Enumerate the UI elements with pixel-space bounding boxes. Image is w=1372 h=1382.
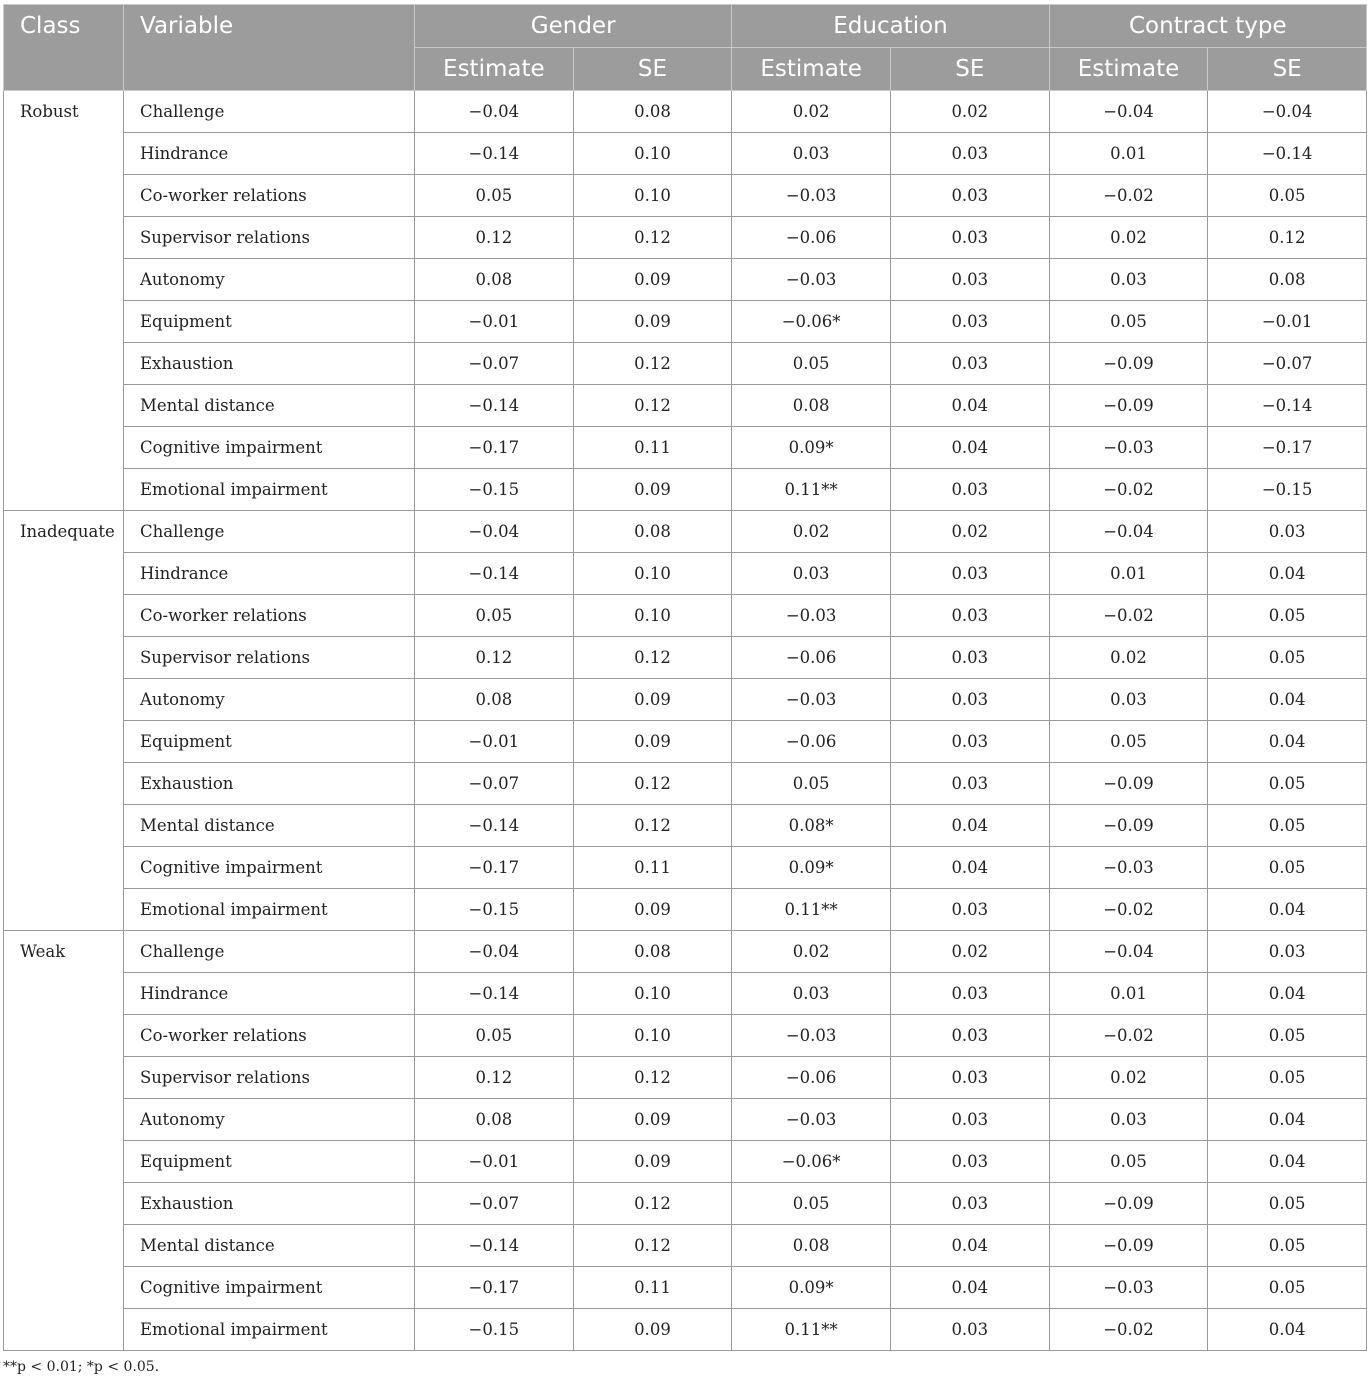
table-row (4, 763, 1367, 805)
value-cell: −0.02 (1049, 1015, 1208, 1057)
value-cell: 0.05 (732, 1183, 891, 1225)
value-cell: 0.09 (573, 889, 732, 931)
table-row (4, 1057, 1367, 1099)
table-row (4, 133, 1367, 175)
value-cell: 0.05 (732, 763, 891, 805)
table-row (4, 301, 1367, 343)
value-cell: 0.05 (1208, 637, 1367, 679)
value-cell: 0.08 (1208, 259, 1367, 301)
value-cell: 0.12 (1208, 217, 1367, 259)
value-cell: 0.11** (732, 469, 891, 511)
table-row (4, 259, 1367, 301)
value-cell: 0.04 (1208, 1141, 1367, 1183)
value-cell: 0.02 (890, 931, 1049, 973)
value-cell: −0.17 (415, 1267, 574, 1309)
table-row (4, 973, 1367, 1015)
value-cell: 0.03 (890, 343, 1049, 385)
value-cell: 0.10 (573, 595, 732, 637)
value-cell: 0.10 (573, 973, 732, 1015)
variable-cell: Cognitive impairment (124, 427, 415, 469)
value-cell: 0.05 (1208, 1267, 1367, 1309)
value-cell: −0.03 (1049, 847, 1208, 889)
value-cell: −0.06 (732, 217, 891, 259)
value-cell: 0.03 (890, 1141, 1049, 1183)
value-cell: −0.07 (415, 763, 574, 805)
subheader-gender-se: SE (573, 48, 732, 91)
value-cell: −0.07 (415, 1183, 574, 1225)
value-cell: −0.14 (415, 133, 574, 175)
value-cell: −0.15 (415, 1309, 574, 1351)
value-cell: 0.11 (573, 427, 732, 469)
value-cell: 0.03 (890, 469, 1049, 511)
value-cell: −0.14 (415, 385, 574, 427)
value-cell: −0.09 (1049, 1183, 1208, 1225)
value-cell: 0.12 (415, 1057, 574, 1099)
value-cell: −0.03 (1049, 1267, 1208, 1309)
variable-cell: Cognitive impairment (124, 847, 415, 889)
value-cell: −0.09 (1049, 805, 1208, 847)
value-cell: 0.04 (1208, 889, 1367, 931)
value-cell: 0.08 (415, 259, 574, 301)
value-cell: −0.04 (415, 511, 574, 553)
value-cell: 0.03 (890, 301, 1049, 343)
value-cell: −0.15 (415, 889, 574, 931)
value-cell: 0.09* (732, 1267, 891, 1309)
value-cell: −0.04 (415, 931, 574, 973)
value-cell: 0.02 (1049, 1057, 1208, 1099)
value-cell: −0.02 (1049, 469, 1208, 511)
value-cell: 0.03 (890, 721, 1049, 763)
value-cell: 0.02 (732, 511, 891, 553)
value-cell: −0.09 (1049, 343, 1208, 385)
value-cell: 0.08 (732, 385, 891, 427)
table-row (4, 1267, 1367, 1309)
table-row (4, 847, 1367, 889)
variable-cell: Exhaustion (124, 343, 415, 385)
table-row (4, 805, 1367, 847)
header-group-education: Education (732, 5, 1049, 48)
header-group-gender: Gender (415, 5, 732, 48)
value-cell: 0.12 (573, 805, 732, 847)
value-cell: 0.05 (1049, 1141, 1208, 1183)
value-cell: 0.03 (890, 595, 1049, 637)
table-row (4, 637, 1367, 679)
value-cell: 0.05 (732, 343, 891, 385)
value-cell: 0.03 (732, 133, 891, 175)
value-cell: 0.05 (1208, 763, 1367, 805)
variable-cell: Cognitive impairment (124, 1267, 415, 1309)
value-cell: 0.03 (890, 175, 1049, 217)
value-cell: −0.01 (415, 721, 574, 763)
value-cell: 0.09* (732, 847, 891, 889)
value-cell: 0.05 (1049, 721, 1208, 763)
subheader-gender-estimate: Estimate (415, 48, 574, 91)
value-cell: 0.03 (890, 217, 1049, 259)
value-cell: 0.03 (732, 973, 891, 1015)
value-cell: 0.04 (890, 805, 1049, 847)
value-cell: 0.05 (415, 595, 574, 637)
value-cell: 0.08 (573, 91, 732, 133)
table-row (4, 679, 1367, 721)
subheader-education-estimate: Estimate (732, 48, 891, 91)
value-cell: −0.02 (1049, 1309, 1208, 1351)
value-cell: 0.04 (1208, 1099, 1367, 1141)
value-cell: 0.05 (1208, 595, 1367, 637)
value-cell: −0.02 (1049, 889, 1208, 931)
variable-cell: Co-worker relations (124, 1015, 415, 1057)
table-footnote: **p < 0.01; *p < 0.05. (3, 1359, 160, 1375)
value-cell: −0.07 (1208, 343, 1367, 385)
value-cell: −0.01 (1208, 301, 1367, 343)
table-row (4, 721, 1367, 763)
table-row (4, 217, 1367, 259)
variable-cell: Hindrance (124, 973, 415, 1015)
class-label: Weak (4, 931, 124, 1351)
variable-cell: Supervisor relations (124, 637, 415, 679)
value-cell: 0.12 (573, 217, 732, 259)
value-cell: −0.02 (1049, 175, 1208, 217)
value-cell: 0.08 (732, 1225, 891, 1267)
value-cell: 0.01 (1049, 133, 1208, 175)
value-cell: 0.03 (890, 1183, 1049, 1225)
value-cell: 0.08 (415, 679, 574, 721)
value-cell: 0.09 (573, 679, 732, 721)
value-cell: −0.02 (1049, 595, 1208, 637)
value-cell: −0.17 (415, 847, 574, 889)
variable-cell: Hindrance (124, 133, 415, 175)
value-cell: −0.14 (415, 1225, 574, 1267)
variable-cell: Supervisor relations (124, 217, 415, 259)
variable-cell: Exhaustion (124, 763, 415, 805)
value-cell: −0.17 (1208, 427, 1367, 469)
value-cell: 0.03 (890, 679, 1049, 721)
value-cell: 0.09 (573, 1141, 732, 1183)
value-cell: 0.03 (890, 637, 1049, 679)
table-row (4, 595, 1367, 637)
value-cell: 0.03 (890, 259, 1049, 301)
value-cell: 0.03 (732, 553, 891, 595)
value-cell: 0.05 (415, 1015, 574, 1057)
variable-cell: Autonomy (124, 259, 415, 301)
value-cell: 0.04 (1208, 1309, 1367, 1351)
value-cell: 0.03 (890, 1057, 1049, 1099)
value-cell: 0.11** (732, 1309, 891, 1351)
table-row (4, 343, 1367, 385)
value-cell: −0.14 (415, 973, 574, 1015)
value-cell: −0.09 (1049, 385, 1208, 427)
value-cell: 0.05 (1208, 805, 1367, 847)
subheader-contract-estimate: Estimate (1049, 48, 1208, 91)
variable-cell: Mental distance (124, 805, 415, 847)
value-cell: 0.12 (415, 217, 574, 259)
value-cell: 0.03 (890, 553, 1049, 595)
value-cell: 0.03 (890, 1309, 1049, 1351)
value-cell: −0.14 (415, 553, 574, 595)
value-cell: 0.08 (573, 511, 732, 553)
value-cell: 0.03 (890, 133, 1049, 175)
value-cell: 0.03 (890, 889, 1049, 931)
table-row (4, 553, 1367, 595)
variable-cell: Exhaustion (124, 1183, 415, 1225)
value-cell: 0.04 (890, 1267, 1049, 1309)
table-row (4, 1099, 1367, 1141)
variable-cell: Equipment (124, 721, 415, 763)
value-cell: −0.14 (1208, 385, 1367, 427)
value-cell: 0.08 (573, 931, 732, 973)
value-cell: 0.12 (573, 637, 732, 679)
variable-cell: Autonomy (124, 679, 415, 721)
table-row (4, 1225, 1367, 1267)
value-cell: 0.02 (1049, 637, 1208, 679)
header-group-contract-type: Contract type (1049, 5, 1366, 48)
variable-cell: Emotional impairment (124, 1309, 415, 1351)
value-cell: 0.12 (573, 1183, 732, 1225)
variable-cell: Co-worker relations (124, 595, 415, 637)
subheader-education-se: SE (890, 48, 1049, 91)
variable-cell: Equipment (124, 1141, 415, 1183)
value-cell: 0.04 (890, 385, 1049, 427)
value-cell: −0.03 (732, 1015, 891, 1057)
variable-cell: Supervisor relations (124, 1057, 415, 1099)
value-cell: 0.09 (573, 1309, 732, 1351)
value-cell: 0.05 (1208, 1057, 1367, 1099)
value-cell: 0.09* (732, 427, 891, 469)
value-cell: 0.04 (1208, 679, 1367, 721)
value-cell: 0.09 (573, 721, 732, 763)
value-cell: 0.01 (1049, 553, 1208, 595)
value-cell: 0.02 (1049, 217, 1208, 259)
value-cell: −0.06 (732, 1057, 891, 1099)
value-cell: 0.05 (1049, 301, 1208, 343)
table-row (4, 91, 1367, 133)
value-cell: 0.04 (1208, 553, 1367, 595)
value-cell: 0.05 (1208, 1015, 1367, 1057)
value-cell: 0.11** (732, 889, 891, 931)
value-cell: 0.04 (890, 1225, 1049, 1267)
table-body (4, 91, 1367, 1351)
value-cell: 0.03 (890, 1015, 1049, 1057)
value-cell: −0.15 (415, 469, 574, 511)
value-cell: 0.12 (573, 1057, 732, 1099)
value-cell: −0.06* (732, 1141, 891, 1183)
value-cell: −0.06* (732, 301, 891, 343)
value-cell: 0.05 (1208, 847, 1367, 889)
value-cell: 0.02 (732, 931, 891, 973)
value-cell: 0.10 (573, 133, 732, 175)
value-cell: 0.01 (1049, 973, 1208, 1015)
value-cell: 0.03 (890, 763, 1049, 805)
value-cell: −0.03 (732, 175, 891, 217)
value-cell: 0.12 (415, 637, 574, 679)
value-cell: 0.05 (415, 175, 574, 217)
variable-cell: Mental distance (124, 1225, 415, 1267)
value-cell: −0.01 (415, 301, 574, 343)
value-cell: −0.03 (1049, 427, 1208, 469)
value-cell: −0.03 (732, 1099, 891, 1141)
variable-cell: Hindrance (124, 553, 415, 595)
value-cell: 0.10 (573, 553, 732, 595)
value-cell: 0.08* (732, 805, 891, 847)
value-cell: −0.09 (1049, 763, 1208, 805)
value-cell: 0.12 (573, 763, 732, 805)
value-cell: −0.15 (1208, 469, 1367, 511)
value-cell: 0.02 (890, 511, 1049, 553)
value-cell: −0.17 (415, 427, 574, 469)
value-cell: −0.04 (1049, 931, 1208, 973)
value-cell: −0.04 (1208, 91, 1367, 133)
variable-cell: Emotional impairment (124, 889, 415, 931)
value-cell: 0.09 (573, 301, 732, 343)
table-row (4, 427, 1367, 469)
value-cell: 0.02 (732, 91, 891, 133)
variable-cell: Mental distance (124, 385, 415, 427)
variable-cell: Challenge (124, 931, 415, 973)
value-cell: 0.03 (1049, 1099, 1208, 1141)
value-cell: 0.12 (573, 343, 732, 385)
value-cell: 0.03 (1208, 931, 1367, 973)
variable-cell: Emotional impairment (124, 469, 415, 511)
value-cell: 0.03 (890, 973, 1049, 1015)
header-class: Class (4, 5, 124, 91)
value-cell: −0.04 (1049, 91, 1208, 133)
value-cell: 0.05 (1208, 175, 1367, 217)
value-cell: −0.06 (732, 721, 891, 763)
value-cell: 0.11 (573, 847, 732, 889)
class-label: Robust (4, 91, 124, 511)
variable-cell: Challenge (124, 91, 415, 133)
value-cell: −0.04 (1049, 511, 1208, 553)
value-cell: 0.11 (573, 1267, 732, 1309)
table-row (4, 931, 1367, 973)
value-cell: 0.03 (1049, 259, 1208, 301)
value-cell: −0.07 (415, 343, 574, 385)
value-cell: 0.10 (573, 1015, 732, 1057)
class-label: Inadequate (4, 511, 124, 931)
value-cell: 0.09 (573, 1099, 732, 1141)
header-variable: Variable (124, 5, 415, 91)
value-cell: −0.01 (415, 1141, 574, 1183)
value-cell: 0.12 (573, 385, 732, 427)
value-cell: 0.04 (1208, 973, 1367, 1015)
results-table (3, 4, 1367, 1351)
value-cell: −0.14 (415, 805, 574, 847)
table-row (4, 1141, 1367, 1183)
table-header (4, 5, 1367, 91)
table-row (4, 1183, 1367, 1225)
table-row (4, 1015, 1367, 1057)
value-cell: −0.03 (732, 259, 891, 301)
value-cell: 0.04 (890, 427, 1049, 469)
value-cell: 0.05 (1208, 1183, 1367, 1225)
value-cell: 0.03 (1208, 511, 1367, 553)
results-table-container (3, 4, 1366, 1351)
value-cell: −0.06 (732, 637, 891, 679)
value-cell: 0.12 (573, 1225, 732, 1267)
table-row (4, 1309, 1367, 1351)
value-cell: 0.04 (1208, 721, 1367, 763)
variable-cell: Equipment (124, 301, 415, 343)
value-cell: −0.04 (415, 91, 574, 133)
table-row (4, 511, 1367, 553)
value-cell: 0.02 (890, 91, 1049, 133)
value-cell: 0.08 (415, 1099, 574, 1141)
value-cell: 0.03 (1049, 679, 1208, 721)
value-cell: −0.14 (1208, 133, 1367, 175)
value-cell: 0.10 (573, 175, 732, 217)
table-row (4, 889, 1367, 931)
value-cell: 0.03 (890, 1099, 1049, 1141)
value-cell: −0.09 (1049, 1225, 1208, 1267)
value-cell: −0.03 (732, 679, 891, 721)
table-row (4, 385, 1367, 427)
subheader-contract-se: SE (1208, 48, 1367, 91)
variable-cell: Co-worker relations (124, 175, 415, 217)
value-cell: −0.03 (732, 595, 891, 637)
variable-cell: Challenge (124, 511, 415, 553)
value-cell: 0.05 (1208, 1225, 1367, 1267)
variable-cell: Autonomy (124, 1099, 415, 1141)
value-cell: 0.09 (573, 469, 732, 511)
table-row (4, 469, 1367, 511)
value-cell: 0.09 (573, 259, 732, 301)
table-row (4, 175, 1367, 217)
value-cell: 0.04 (890, 847, 1049, 889)
